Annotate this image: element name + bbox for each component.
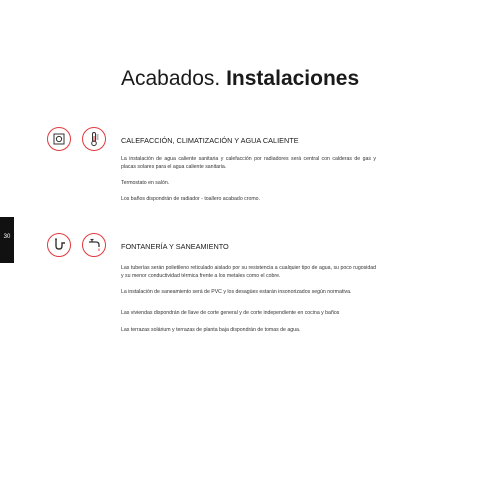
- section-paragraph: La instalación de agua caliente sanitaria y calefacción por radiadores será central con calderas de gas y placas solares para el agua caliente sanitaria.: [121, 156, 376, 170]
- section-paragraph: Las tuberías serán polietileno reticulado aislado por su resistencia a cualquier tipo de agua, su poco rugosidad y su menor conductividad térmica frente a los metales como el cobre.: [121, 265, 376, 279]
- page-title-light: Acabados.: [121, 67, 221, 90]
- page-title-bold: Instalaciones: [226, 67, 360, 90]
- thermometer-icon: [82, 127, 106, 151]
- thermostat-icon: [47, 127, 71, 151]
- section-paragraph: Las viviendas dispondrán de llave de corte general y de corte independiente en cocina y baños: [121, 310, 340, 316]
- section-paragraph: Las terrazas solárium y terrazas de planta baja dispondrán de tomas de agua.: [121, 327, 301, 333]
- section-paragraph: Termostato en salón.: [121, 180, 170, 186]
- section-heading-heating: CALEFACCIÓN, CLIMATIZACIÓN Y AGUA CALIENTE: [121, 136, 299, 145]
- page-number: 30: [3, 234, 11, 240]
- section-paragraph: Los baños dispondrán de radiador - toallero acabado cromo.: [121, 196, 260, 202]
- section-heading-plumbing: FONTANERÍA Y SANEAMIENTO: [121, 242, 229, 251]
- drain-pipe-icon: [47, 233, 71, 257]
- section-paragraph: La instalación de saneamiento será de PVC y los desagües estarán insonorizados según normativa.: [121, 289, 352, 295]
- page-title: [121, 66, 359, 92]
- water-tap-icon: [82, 233, 106, 257]
